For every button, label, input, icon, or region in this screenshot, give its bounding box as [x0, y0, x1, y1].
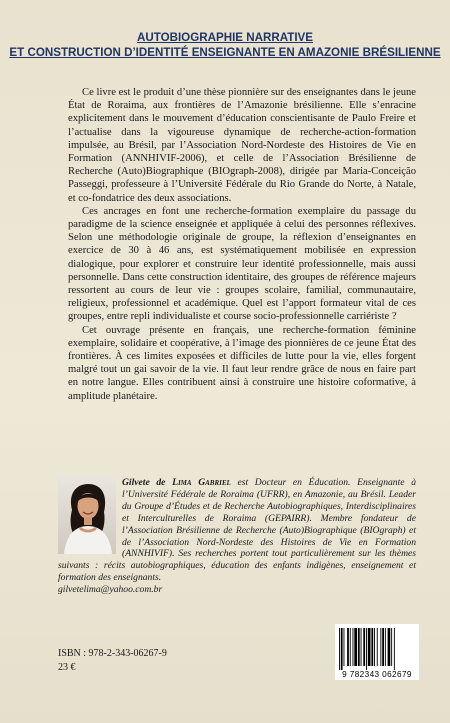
author-name: Gilvete de Lima Gabriel: [122, 477, 231, 488]
barcode: [335, 624, 419, 680]
book-summary: [68, 86, 416, 403]
summary-paragraph-2: Ces ancrages en font une recherche-formation exemplaire du passage du paradigme de la science enseignée et appliquée à celui des personnes réflexives. Selon une méthodologie originale de groupe, la réflexion d’enseignantes en exercice de 30 à 46 ans, est systématiquement mobilisée en expression dialogique, pour explorer et construire leur identité professionnelle, mais aussi personnelle. Dans cette construction identitaire, des groupes de référence majeurs ressortent au cours de leur vie : groupes scolaire, familial, communautaire, religieux, professionnel et académique. Quel est l’apport formateur vital de ces groupes, entre repli individualiste et course socio-professionnelle carriériste ?: [68, 205, 416, 323]
book-title-line-2: ET CONSTRUCTION D’IDENTITÉ ENSEIGNANTE EN AMAZONIE BRÉSILIENNE: [9, 46, 441, 59]
book-title-line-1: AUTOBIOGRAPHIE NARRATIVE: [136, 31, 314, 44]
author-email: gilvetelima@yahoo.com.br: [58, 584, 163, 596]
summary-paragraph-1: Ce livre est le produit d’une thèse pionnière sur des enseignantes dans le jeune État de Roraima, aux frontières de l’Amazonie brésilienne. Elle s’enracine explicitement dans le mouvement d’éducation conscientisante de Paulo Freire et l’actualise dans la vigoureuse dynamique de recherche-action-formation impulsée, au Brésil, par l’Association Nord-Nordeste des Histoires de Vie en Formation (ANNHIVIF-2006), et celle de l’Association Brésilienne de Recherche (Auto)Biographique (BIOgraph-2008), dirigée par Maria-Conceição Passeggi, professeure à l’Université Fédérale du Rio Grande do Norte, à Natale, et co-fondatrice des deux associations.: [68, 87, 416, 204]
book-title: [0, 30, 450, 60]
price: 23 €: [58, 662, 76, 673]
barcode-number: 9 782343 062679: [342, 670, 412, 679]
author-bio: [58, 477, 416, 596]
author-bio-text: est Docteur en Éducation. Enseignante à l’Université Fédérale de Roraima (UFRR), en Amazonie, au Brésil. Leader du Groupe d’Études et de Recherche Autobiographiques, Interdisciplinaires et Interculturelles de Roraima (GEPAIRR). Membre fondateur de l’Association Brésilienne de Recherche (Auto)Biographique (BIOgraph) et de l’Association Nord-Nordeste des Histoires de Vie en Formation (ANNHIVIF). Ses recherches portent tout particulièrement sur les thèmes suivants : récits autobiographiques, éducation des enfants indigènes, enseignement et formation des enseignants.: [58, 477, 416, 584]
barcode-bars-icon: [335, 624, 419, 670]
isbn: ISBN : 978-2-343-06267-9: [58, 648, 167, 659]
summary-paragraph-3: Cet ouvrage présente en français, une recherche-formation féminine exemplaire, solidaire et coopérative, à l’image des pionnières de ce jeune État des frontières. À ces limites exposées et difficiles de lutte pour la vie, elles forgent malgré tout un gai savoir de la vie. Il faut leur rendre grâce de nous en faire part en notre langue. Elles contribuent ainsi à construire une histoire coformative, à amplitude planétaire.: [68, 324, 416, 402]
isbn-price-block: [58, 647, 167, 675]
